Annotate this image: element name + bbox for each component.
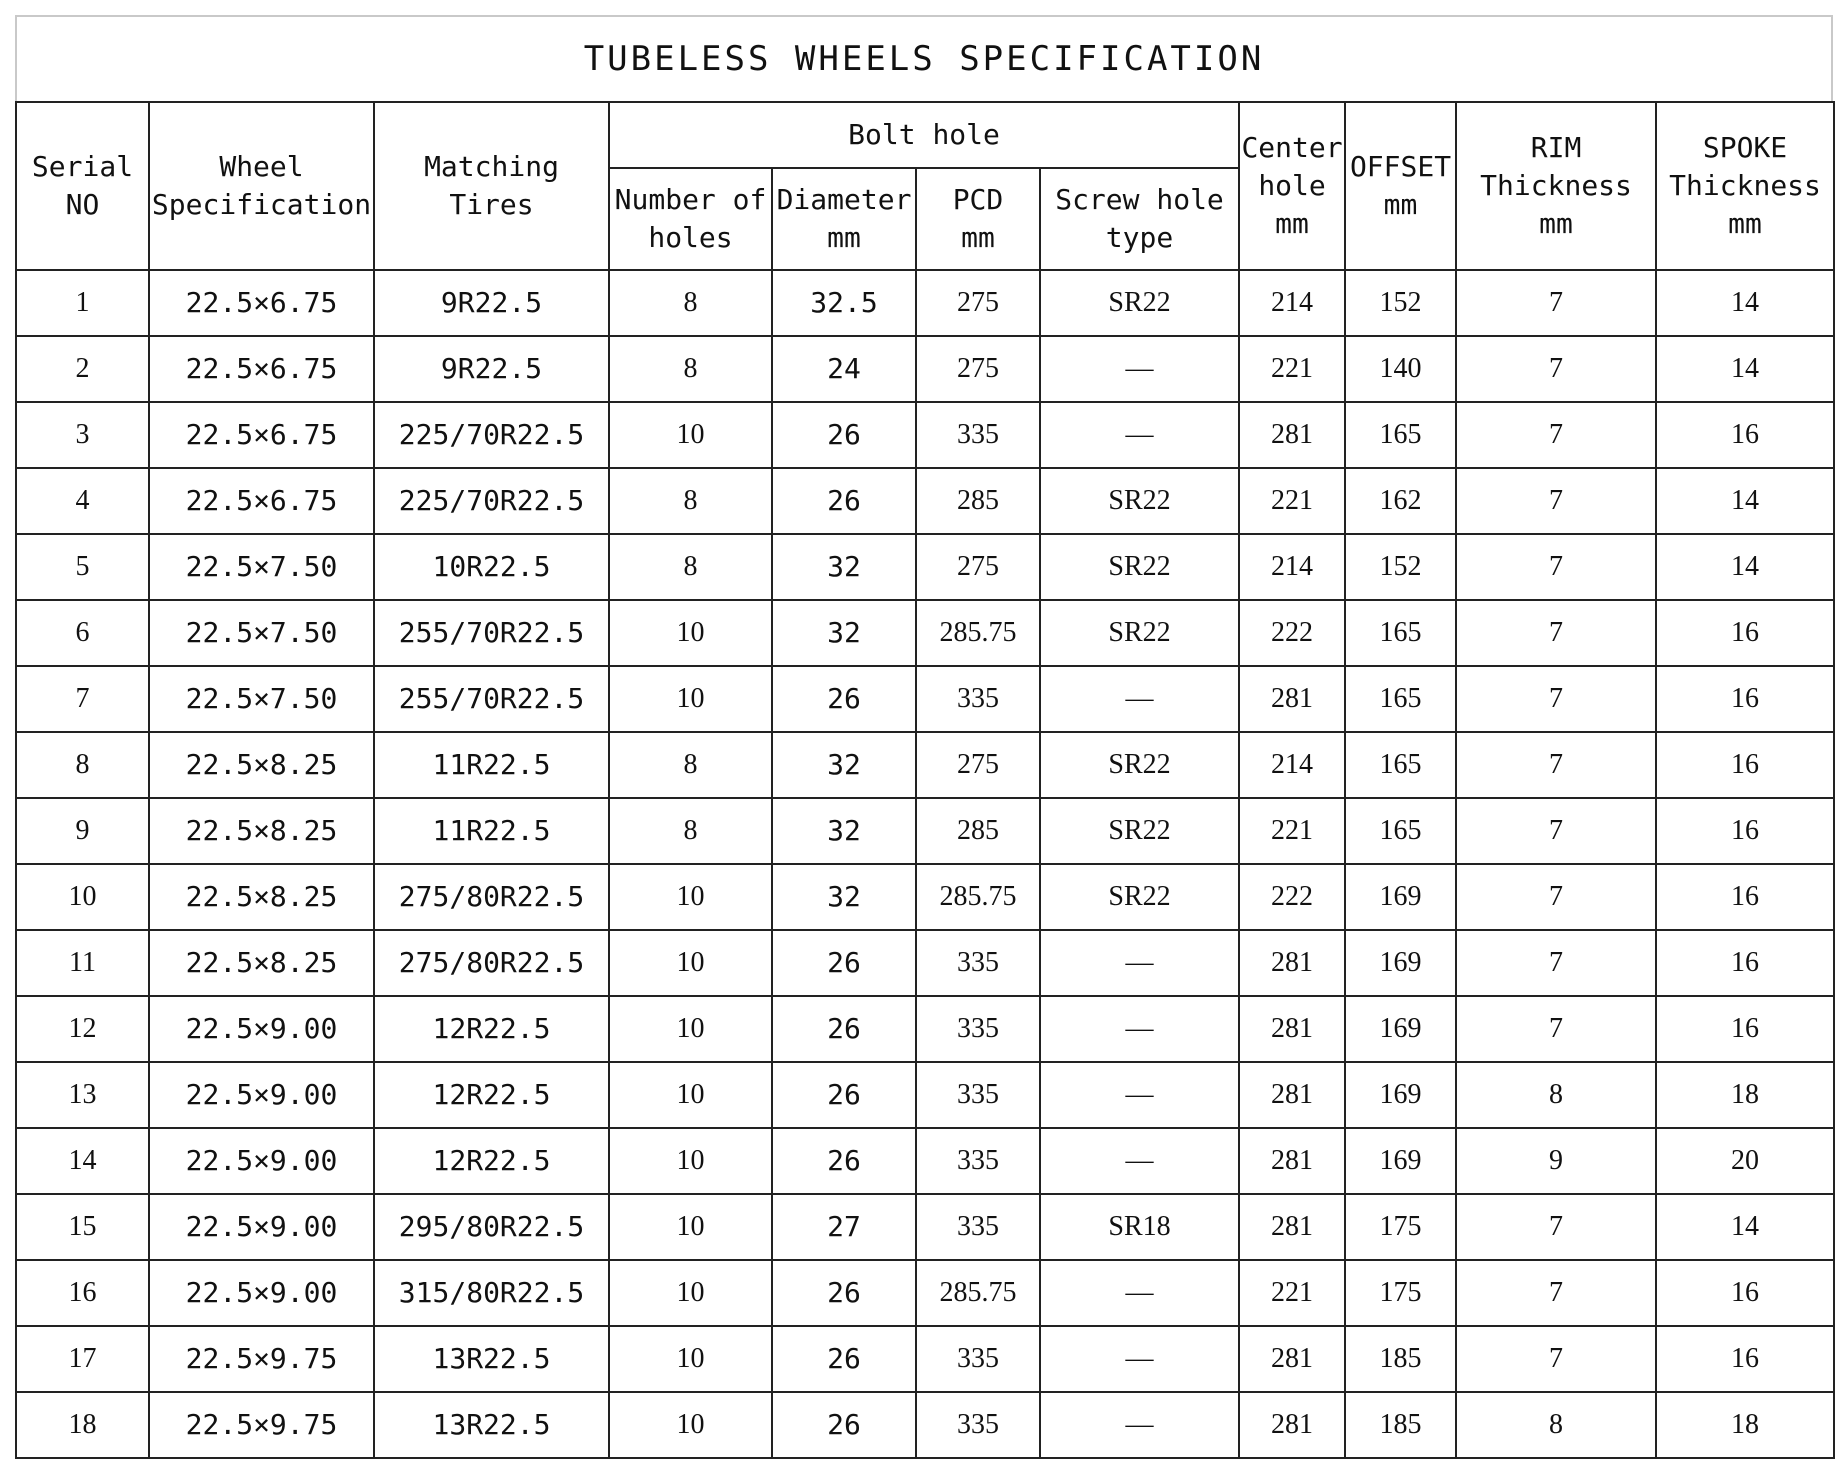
cell-wheel-specification: 22.5×9.00 bbox=[149, 996, 374, 1062]
cell-matching-tires: 13R22.5 bbox=[374, 1392, 609, 1458]
cell-number-of-holes: 10 bbox=[609, 666, 772, 732]
cell-number-of-holes: 10 bbox=[609, 930, 772, 996]
cell-spoke-thickness: 16 bbox=[1656, 402, 1834, 468]
cell-rim-thickness: 8 bbox=[1456, 1392, 1656, 1458]
cell-spoke-thickness: 20 bbox=[1656, 1128, 1834, 1194]
cell-number-of-holes: 8 bbox=[609, 534, 772, 600]
cell-diameter: 32 bbox=[772, 600, 916, 666]
spec-sheet bbox=[15, 15, 1833, 1459]
cell-pcd: 335 bbox=[916, 996, 1040, 1062]
cell-matching-tires: 255/70R22.5 bbox=[374, 600, 609, 666]
cell-center-hole: 221 bbox=[1239, 468, 1345, 534]
cell-spoke-thickness: 14 bbox=[1656, 534, 1834, 600]
cell-diameter: 32 bbox=[772, 798, 916, 864]
cell-screw-hole-type: SR22 bbox=[1040, 270, 1239, 336]
cell-matching-tires: 225/70R22.5 bbox=[374, 402, 609, 468]
cell-matching-tires: 11R22.5 bbox=[374, 732, 609, 798]
cell-screw-hole-type: — bbox=[1040, 1128, 1239, 1194]
cell-matching-tires: 315/80R22.5 bbox=[374, 1260, 609, 1326]
cell-rim-thickness: 7 bbox=[1456, 468, 1656, 534]
cell-wheel-specification: 22.5×7.50 bbox=[149, 600, 374, 666]
cell-spoke-thickness: 18 bbox=[1656, 1062, 1834, 1128]
cell-matching-tires: 12R22.5 bbox=[374, 1062, 609, 1128]
cell-matching-tires: 295/80R22.5 bbox=[374, 1194, 609, 1260]
cell-diameter: 26 bbox=[772, 1260, 916, 1326]
cell-matching-tires: 12R22.5 bbox=[374, 1128, 609, 1194]
cell-pcd: 335 bbox=[916, 1128, 1040, 1194]
cell-center-hole: 281 bbox=[1239, 1326, 1345, 1392]
cell-screw-hole-type: SR18 bbox=[1040, 1194, 1239, 1260]
table-row bbox=[16, 402, 1834, 468]
cell-offset: 152 bbox=[1345, 534, 1456, 600]
table-row bbox=[16, 798, 1834, 864]
cell-matching-tires: 225/70R22.5 bbox=[374, 468, 609, 534]
cell-pcd: 285.75 bbox=[916, 864, 1040, 930]
cell-number-of-holes: 10 bbox=[609, 996, 772, 1062]
cell-rim-thickness: 7 bbox=[1456, 270, 1656, 336]
cell-serial-no: 13 bbox=[16, 1062, 149, 1128]
cell-number-of-holes: 8 bbox=[609, 732, 772, 798]
cell-diameter: 26 bbox=[772, 1392, 916, 1458]
cell-diameter: 26 bbox=[772, 402, 916, 468]
cell-offset: 169 bbox=[1345, 996, 1456, 1062]
table-title: TUBELESS WHEELS SPECIFICATION bbox=[15, 15, 1833, 101]
header-diameter: Diameter mm bbox=[772, 168, 916, 270]
header-matching-tires: Matching Tires bbox=[374, 102, 609, 270]
table-row bbox=[16, 666, 1834, 732]
header-number-of-holes: Number of holes bbox=[609, 168, 772, 270]
cell-wheel-specification: 22.5×7.50 bbox=[149, 666, 374, 732]
cell-offset: 165 bbox=[1345, 798, 1456, 864]
table-row bbox=[16, 864, 1834, 930]
cell-matching-tires: 11R22.5 bbox=[374, 798, 609, 864]
cell-pcd: 335 bbox=[916, 1194, 1040, 1260]
cell-center-hole: 221 bbox=[1239, 798, 1345, 864]
cell-wheel-specification: 22.5×9.00 bbox=[149, 1128, 374, 1194]
cell-center-hole: 281 bbox=[1239, 1128, 1345, 1194]
cell-pcd: 275 bbox=[916, 534, 1040, 600]
table-row bbox=[16, 468, 1834, 534]
cell-pcd: 335 bbox=[916, 402, 1040, 468]
cell-wheel-specification: 22.5×9.00 bbox=[149, 1194, 374, 1260]
cell-spoke-thickness: 16 bbox=[1656, 996, 1834, 1062]
cell-diameter: 26 bbox=[772, 930, 916, 996]
cell-offset: 185 bbox=[1345, 1326, 1456, 1392]
cell-serial-no: 14 bbox=[16, 1128, 149, 1194]
table-row bbox=[16, 600, 1834, 666]
table-row bbox=[16, 1260, 1834, 1326]
cell-center-hole: 222 bbox=[1239, 864, 1345, 930]
cell-offset: 185 bbox=[1345, 1392, 1456, 1458]
cell-rim-thickness: 7 bbox=[1456, 534, 1656, 600]
table-row bbox=[16, 1326, 1834, 1392]
cell-center-hole: 214 bbox=[1239, 732, 1345, 798]
cell-spoke-thickness: 16 bbox=[1656, 732, 1834, 798]
header-pcd: PCD mm bbox=[916, 168, 1040, 270]
cell-screw-hole-type: SR22 bbox=[1040, 732, 1239, 798]
cell-diameter: 32.5 bbox=[772, 270, 916, 336]
cell-pcd: 335 bbox=[916, 1062, 1040, 1128]
cell-serial-no: 15 bbox=[16, 1194, 149, 1260]
cell-diameter: 26 bbox=[772, 1326, 916, 1392]
cell-rim-thickness: 7 bbox=[1456, 732, 1656, 798]
cell-rim-thickness: 7 bbox=[1456, 930, 1656, 996]
header-center-hole: Center hole mm bbox=[1239, 102, 1345, 270]
spec-table-body bbox=[16, 270, 1834, 1458]
cell-pcd: 285 bbox=[916, 468, 1040, 534]
cell-number-of-holes: 8 bbox=[609, 336, 772, 402]
cell-offset: 169 bbox=[1345, 930, 1456, 996]
cell-rim-thickness: 7 bbox=[1456, 1260, 1656, 1326]
cell-number-of-holes: 10 bbox=[609, 1326, 772, 1392]
cell-pcd: 335 bbox=[916, 930, 1040, 996]
cell-offset: 165 bbox=[1345, 600, 1456, 666]
cell-wheel-specification: 22.5×7.50 bbox=[149, 534, 374, 600]
cell-serial-no: 1 bbox=[16, 270, 149, 336]
table-row bbox=[16, 1392, 1834, 1458]
cell-matching-tires: 9R22.5 bbox=[374, 336, 609, 402]
cell-number-of-holes: 10 bbox=[609, 864, 772, 930]
cell-number-of-holes: 8 bbox=[609, 270, 772, 336]
cell-screw-hole-type: — bbox=[1040, 1062, 1239, 1128]
cell-offset: 169 bbox=[1345, 1128, 1456, 1194]
cell-number-of-holes: 10 bbox=[609, 1194, 772, 1260]
cell-center-hole: 222 bbox=[1239, 600, 1345, 666]
cell-screw-hole-type: — bbox=[1040, 1260, 1239, 1326]
cell-wheel-specification: 22.5×6.75 bbox=[149, 270, 374, 336]
cell-serial-no: 18 bbox=[16, 1392, 149, 1458]
cell-diameter: 32 bbox=[772, 534, 916, 600]
cell-pcd: 285 bbox=[916, 798, 1040, 864]
cell-screw-hole-type: — bbox=[1040, 996, 1239, 1062]
cell-rim-thickness: 7 bbox=[1456, 402, 1656, 468]
table-row bbox=[16, 732, 1834, 798]
header-rim-thickness: RIM Thickness mm bbox=[1456, 102, 1656, 270]
table-row bbox=[16, 336, 1834, 402]
cell-wheel-specification: 22.5×8.25 bbox=[149, 732, 374, 798]
cell-pcd: 275 bbox=[916, 270, 1040, 336]
cell-diameter: 32 bbox=[772, 732, 916, 798]
cell-center-hole: 214 bbox=[1239, 270, 1345, 336]
cell-offset: 175 bbox=[1345, 1260, 1456, 1326]
cell-number-of-holes: 10 bbox=[609, 402, 772, 468]
cell-offset: 165 bbox=[1345, 666, 1456, 732]
spec-table bbox=[15, 101, 1835, 1459]
cell-serial-no: 17 bbox=[16, 1326, 149, 1392]
cell-center-hole: 214 bbox=[1239, 534, 1345, 600]
cell-rim-thickness: 9 bbox=[1456, 1128, 1656, 1194]
cell-spoke-thickness: 16 bbox=[1656, 864, 1834, 930]
cell-screw-hole-type: — bbox=[1040, 666, 1239, 732]
cell-screw-hole-type: SR22 bbox=[1040, 600, 1239, 666]
cell-matching-tires: 9R22.5 bbox=[374, 270, 609, 336]
cell-number-of-holes: 10 bbox=[609, 1128, 772, 1194]
cell-spoke-thickness: 16 bbox=[1656, 1326, 1834, 1392]
table-row bbox=[16, 1062, 1834, 1128]
header-offset: OFFSET mm bbox=[1345, 102, 1456, 270]
table-row bbox=[16, 996, 1834, 1062]
cell-number-of-holes: 10 bbox=[609, 600, 772, 666]
cell-center-hole: 281 bbox=[1239, 1062, 1345, 1128]
cell-diameter: 26 bbox=[772, 468, 916, 534]
cell-spoke-thickness: 16 bbox=[1656, 798, 1834, 864]
cell-serial-no: 9 bbox=[16, 798, 149, 864]
cell-offset: 165 bbox=[1345, 402, 1456, 468]
cell-pcd: 335 bbox=[916, 666, 1040, 732]
cell-wheel-specification: 22.5×9.00 bbox=[149, 1062, 374, 1128]
table-row bbox=[16, 1128, 1834, 1194]
cell-spoke-thickness: 16 bbox=[1656, 600, 1834, 666]
table-row bbox=[16, 270, 1834, 336]
cell-serial-no: 7 bbox=[16, 666, 149, 732]
cell-screw-hole-type: — bbox=[1040, 336, 1239, 402]
cell-offset: 169 bbox=[1345, 864, 1456, 930]
cell-number-of-holes: 10 bbox=[609, 1392, 772, 1458]
cell-screw-hole-type: SR22 bbox=[1040, 534, 1239, 600]
cell-rim-thickness: 7 bbox=[1456, 666, 1656, 732]
cell-screw-hole-type: SR22 bbox=[1040, 468, 1239, 534]
header-wheel-specification: Wheel Specification bbox=[149, 102, 374, 270]
cell-center-hole: 221 bbox=[1239, 336, 1345, 402]
cell-matching-tires: 275/80R22.5 bbox=[374, 864, 609, 930]
cell-center-hole: 281 bbox=[1239, 930, 1345, 996]
cell-diameter: 24 bbox=[772, 336, 916, 402]
cell-center-hole: 221 bbox=[1239, 1260, 1345, 1326]
cell-serial-no: 5 bbox=[16, 534, 149, 600]
cell-wheel-specification: 22.5×9.00 bbox=[149, 1260, 374, 1326]
cell-offset: 152 bbox=[1345, 270, 1456, 336]
cell-offset: 165 bbox=[1345, 732, 1456, 798]
cell-screw-hole-type: — bbox=[1040, 930, 1239, 996]
header-spoke-thickness: SPOKE Thickness mm bbox=[1656, 102, 1834, 270]
cell-matching-tires: 13R22.5 bbox=[374, 1326, 609, 1392]
cell-wheel-specification: 22.5×9.75 bbox=[149, 1326, 374, 1392]
cell-rim-thickness: 7 bbox=[1456, 864, 1656, 930]
cell-rim-thickness: 7 bbox=[1456, 1326, 1656, 1392]
cell-serial-no: 8 bbox=[16, 732, 149, 798]
cell-diameter: 26 bbox=[772, 996, 916, 1062]
header-serial-no: Serial NO bbox=[16, 102, 149, 270]
cell-diameter: 32 bbox=[772, 864, 916, 930]
table-row bbox=[16, 534, 1834, 600]
cell-wheel-specification: 22.5×6.75 bbox=[149, 336, 374, 402]
cell-number-of-holes: 10 bbox=[609, 1260, 772, 1326]
cell-pcd: 275 bbox=[916, 336, 1040, 402]
cell-serial-no: 12 bbox=[16, 996, 149, 1062]
cell-pcd: 285.75 bbox=[916, 600, 1040, 666]
cell-rim-thickness: 7 bbox=[1456, 1194, 1656, 1260]
cell-center-hole: 281 bbox=[1239, 402, 1345, 468]
cell-number-of-holes: 8 bbox=[609, 468, 772, 534]
cell-diameter: 27 bbox=[772, 1194, 916, 1260]
cell-spoke-thickness: 16 bbox=[1656, 666, 1834, 732]
cell-offset: 140 bbox=[1345, 336, 1456, 402]
cell-matching-tires: 12R22.5 bbox=[374, 996, 609, 1062]
cell-pcd: 285.75 bbox=[916, 1260, 1040, 1326]
cell-serial-no: 10 bbox=[16, 864, 149, 930]
cell-center-hole: 281 bbox=[1239, 1392, 1345, 1458]
cell-spoke-thickness: 14 bbox=[1656, 336, 1834, 402]
table-row bbox=[16, 930, 1834, 996]
cell-wheel-specification: 22.5×9.75 bbox=[149, 1392, 374, 1458]
cell-diameter: 26 bbox=[772, 1062, 916, 1128]
cell-screw-hole-type: SR22 bbox=[1040, 864, 1239, 930]
cell-screw-hole-type: — bbox=[1040, 402, 1239, 468]
cell-spoke-thickness: 16 bbox=[1656, 930, 1834, 996]
cell-offset: 162 bbox=[1345, 468, 1456, 534]
cell-number-of-holes: 10 bbox=[609, 1062, 772, 1128]
cell-pcd: 335 bbox=[916, 1392, 1040, 1458]
cell-rim-thickness: 8 bbox=[1456, 1062, 1656, 1128]
cell-wheel-specification: 22.5×6.75 bbox=[149, 468, 374, 534]
cell-wheel-specification: 22.5×8.25 bbox=[149, 864, 374, 930]
cell-spoke-thickness: 16 bbox=[1656, 1260, 1834, 1326]
cell-wheel-specification: 22.5×6.75 bbox=[149, 402, 374, 468]
cell-serial-no: 4 bbox=[16, 468, 149, 534]
cell-serial-no: 3 bbox=[16, 402, 149, 468]
cell-serial-no: 11 bbox=[16, 930, 149, 996]
cell-screw-hole-type: — bbox=[1040, 1392, 1239, 1458]
cell-diameter: 26 bbox=[772, 666, 916, 732]
cell-matching-tires: 275/80R22.5 bbox=[374, 930, 609, 996]
cell-screw-hole-type: — bbox=[1040, 1326, 1239, 1392]
table-row bbox=[16, 1194, 1834, 1260]
cell-center-hole: 281 bbox=[1239, 666, 1345, 732]
cell-serial-no: 16 bbox=[16, 1260, 149, 1326]
cell-serial-no: 6 bbox=[16, 600, 149, 666]
header-bolt-hole: Bolt hole bbox=[609, 102, 1239, 168]
cell-matching-tires: 10R22.5 bbox=[374, 534, 609, 600]
cell-wheel-specification: 22.5×8.25 bbox=[149, 930, 374, 996]
cell-spoke-thickness: 18 bbox=[1656, 1392, 1834, 1458]
cell-number-of-holes: 8 bbox=[609, 798, 772, 864]
cell-offset: 175 bbox=[1345, 1194, 1456, 1260]
cell-serial-no: 2 bbox=[16, 336, 149, 402]
cell-rim-thickness: 7 bbox=[1456, 996, 1656, 1062]
cell-center-hole: 281 bbox=[1239, 1194, 1345, 1260]
header-screw-hole-type: Screw hole type bbox=[1040, 168, 1239, 270]
cell-rim-thickness: 7 bbox=[1456, 336, 1656, 402]
cell-rim-thickness: 7 bbox=[1456, 798, 1656, 864]
cell-pcd: 275 bbox=[916, 732, 1040, 798]
cell-rim-thickness: 7 bbox=[1456, 600, 1656, 666]
cell-screw-hole-type: SR22 bbox=[1040, 798, 1239, 864]
cell-matching-tires: 255/70R22.5 bbox=[374, 666, 609, 732]
cell-spoke-thickness: 14 bbox=[1656, 1194, 1834, 1260]
cell-offset: 169 bbox=[1345, 1062, 1456, 1128]
cell-diameter: 26 bbox=[772, 1128, 916, 1194]
cell-pcd: 335 bbox=[916, 1326, 1040, 1392]
cell-spoke-thickness: 14 bbox=[1656, 468, 1834, 534]
cell-center-hole: 281 bbox=[1239, 996, 1345, 1062]
cell-spoke-thickness: 14 bbox=[1656, 270, 1834, 336]
cell-wheel-specification: 22.5×8.25 bbox=[149, 798, 374, 864]
